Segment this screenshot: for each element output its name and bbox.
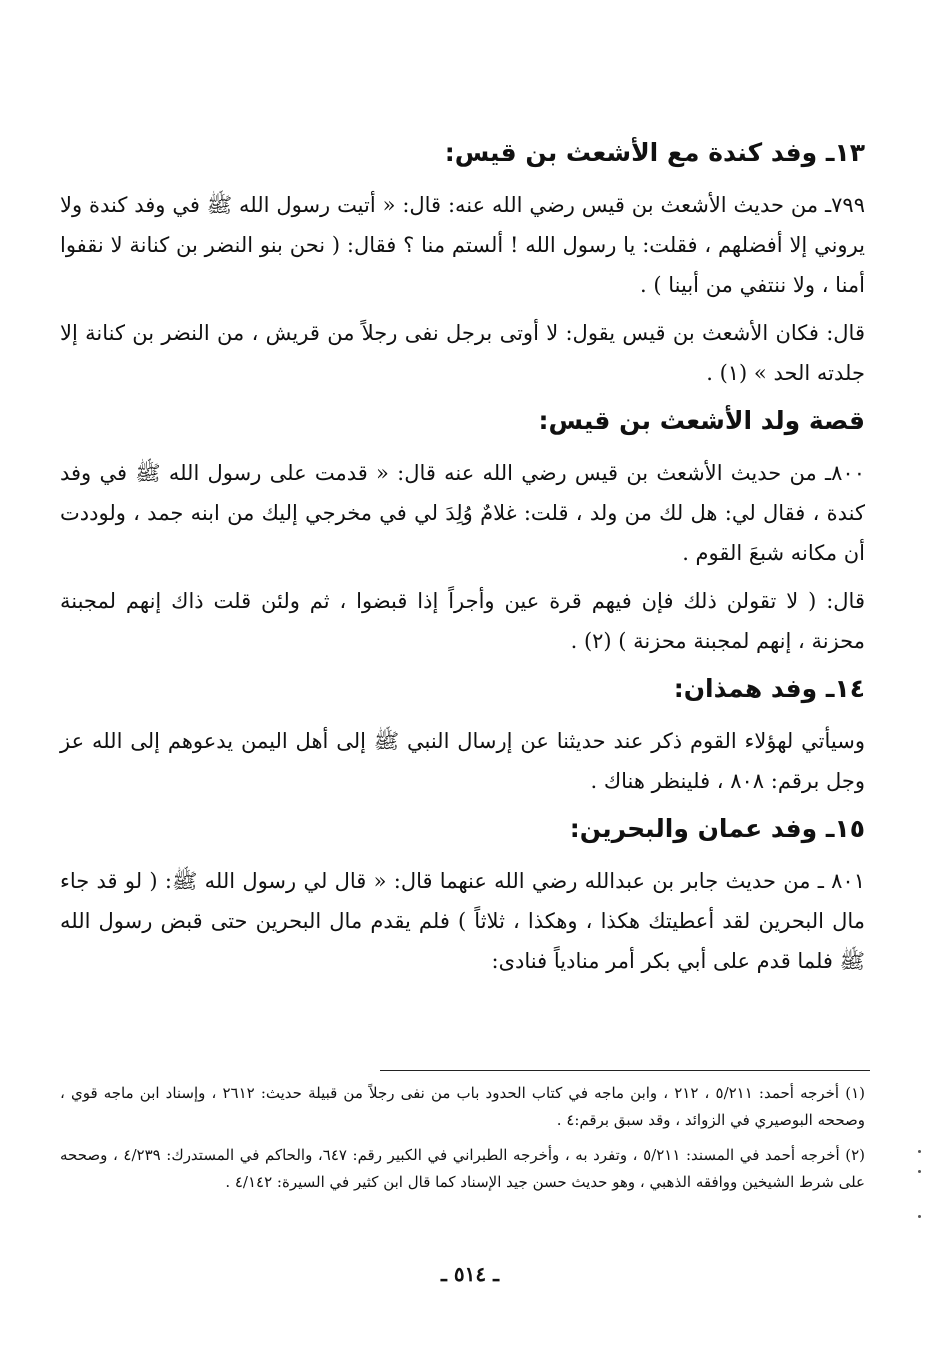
- section-heading: ١٥ـ وفد عمان والبحرين:: [569, 814, 865, 843]
- paragraph: قال: فكان الأشعث بن قيس يقول: لا أوتى برجل نفى رجلاً من قريش ، من النضر بن كنانة إلا جلدته الحد » (١) .: [60, 321, 865, 385]
- scan-speck: [918, 1215, 921, 1218]
- section-heading: ١٤ـ وفد همذان:: [673, 674, 865, 703]
- paragraph: ٨٠١ ـ من حديث جابر بن عبدالله رضي الله عنهما قال: « قال لي رسول الله ﷺ: ( لو قد جاء مال البحرين لقد أعطيتك هكذا ، وهكذا ، ثلاثاً ) فلم يقدم مال البحرين حتى قبض رسول الله ﷺ فلما قدم على أبي بكر أمر منادياً فنادى:: [60, 869, 865, 973]
- section-heading: قصة ولد الأشعث بن قيس:: [538, 406, 865, 435]
- footnote: (٢) أخرجه أحمد في المسند: ٥/٢١١ ، وتفرد به ، وأخرجه الطبراني في الكبير رقم: ٦٤٧، والحاكم في المستدرك: ٤/٢٣٩ ، وصححه على شرط الشيخين ووافقه الذهبي ، وهو حديث حسن جيد الإسناد كما قال ابن كثير في السيرة: ٤/١٤٢ .: [60, 1146, 866, 1191]
- paragraph: قال: ( لا تقولن ذلك فإن فيهم قرة عين وأجراً إذا قبضوا ، ثم ولئن قلت ذاك إنهم لمجبنة محزنة ، إنهم لمجبنة محزنة ) (٢) .: [60, 589, 865, 653]
- section-ashath-son: [60, 403, 865, 661]
- paragraph: ٧٩٩ـ من حديث الأشعث بن قيس رضي الله عنه: قال: « أتيت رسول الله ﷺ في وفد كندة ولا يروني إلا أفضلهم ، فقلت: يا رسول الله ! ألستم منا ؟ فقال: ( نحن بنو النضر بن كنانة لا نقفوا أمنا ، ولا ننتفي من أبينا ) .: [60, 193, 865, 297]
- section-kinda: [60, 135, 865, 393]
- section-hamdan: [60, 671, 865, 801]
- section-oman-bahrain: [60, 811, 865, 981]
- footnote: (١) أخرجه أحمد: ٥/٢١١ ، ٢١٢ ، وابن ماجه في كتاب الحدود باب من نفى رجلاً من قبيلة حديث: ٢٦١٢ ، وإسناد ابن ماجه قوي ، وصححه البوصيري في الزوائد ، وقد سبق برقم:٤ .: [60, 1084, 865, 1129]
- page-number: ـ ٥١٤ ـ: [441, 1262, 499, 1286]
- section-heading: ١٣ـ وفد كندة مع الأشعث بن قيس:: [444, 138, 865, 167]
- scan-speck: [918, 1150, 921, 1153]
- main-text: [60, 125, 865, 989]
- paragraph: وسيأتي لهؤلاء القوم ذكر عند حديثنا عن إرسال النبي ﷺ إلى أهل اليمن يدعوهم إلى الله عز وجل برقم: ٨٠٨ ، فلينظر هناك .: [60, 729, 865, 793]
- footnote-divider: [380, 1070, 870, 1071]
- footnotes: [60, 1080, 865, 1204]
- scan-speck: [918, 1170, 921, 1173]
- paragraph: ٨٠٠ـ من حديث الأشعث بن قيس رضي الله عنه قال: « قدمت على رسول الله ﷺ في وفد كندة ، فقال لي: هل لك من ولد ، قلت: غلامٌ وُلِدَ لي في مخرجي إليك من ابنه جمد ، ولوددت أن مكانه شبعَ القوم .: [60, 461, 865, 565]
